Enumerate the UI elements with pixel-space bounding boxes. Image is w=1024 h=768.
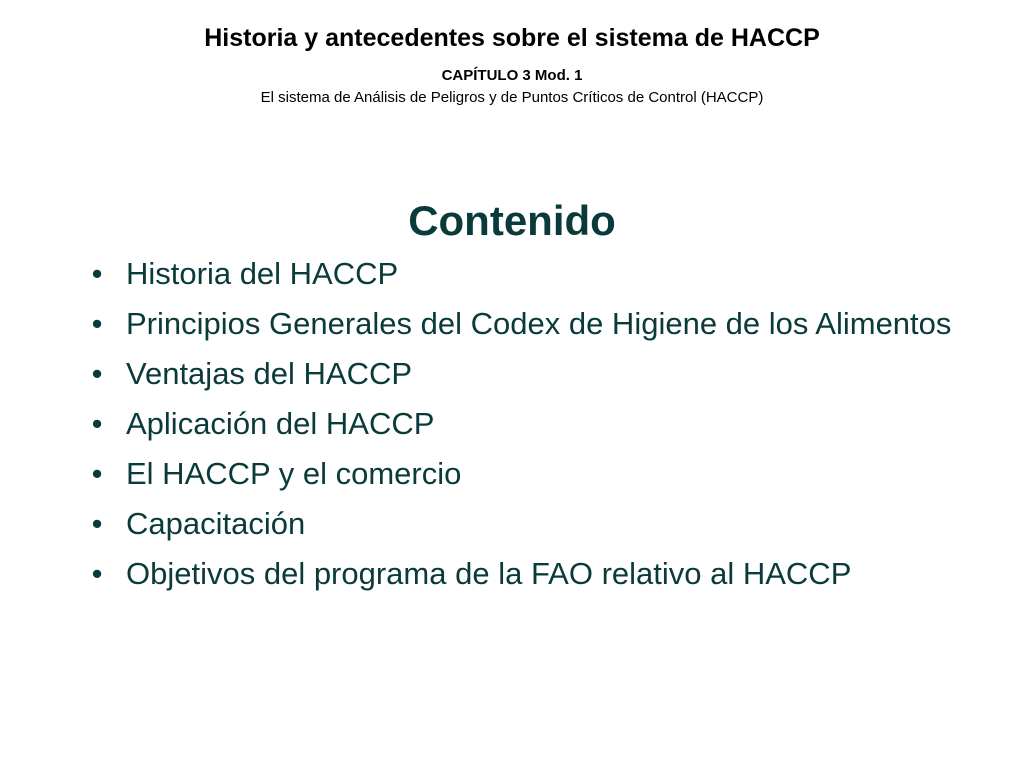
content-title: Contenido xyxy=(408,197,616,244)
bullet-label: Objetivos del programa de la FAO relativo al HACCP xyxy=(126,556,852,591)
bullet-icon: • xyxy=(91,356,103,391)
bullet-label: Capacitación xyxy=(126,506,306,541)
bullet-icon: • xyxy=(91,456,103,491)
content-bullet-list xyxy=(82,254,982,604)
bullet-icon: • xyxy=(91,506,103,541)
bullet-item-objetivos xyxy=(82,554,982,594)
bullet-item-ventajas xyxy=(82,354,982,394)
bullet-icon: • xyxy=(91,556,103,591)
chapter-subtitle: El sistema de Análisis de Peligros y de Puntos Críticos de Control (HACCP) xyxy=(260,89,764,106)
bullet-icon: • xyxy=(91,306,103,341)
bullet-label: Ventajas del HACCP xyxy=(126,356,413,391)
bullet-item-comercio xyxy=(82,454,982,494)
chapter-label: CAPÍTULO 3 Mod. 1 xyxy=(441,67,583,84)
slide-header xyxy=(0,20,1024,108)
bullet-icon: • xyxy=(91,256,103,291)
bullet-icon: • xyxy=(91,406,103,441)
bullet-label: Principios Generales del Codex de Higiene de los Alimentos xyxy=(126,306,952,341)
bullet-item-aplicacion xyxy=(82,404,982,444)
bullet-label: El HACCP y el comercio xyxy=(126,456,462,491)
bullet-item-historia xyxy=(82,254,982,294)
bullet-item-principios xyxy=(82,304,982,344)
bullet-label: Historia del HACCP xyxy=(126,256,399,291)
bullet-item-capacitacion xyxy=(82,504,982,544)
header-title: Historia y antecedentes sobre el sistema de HACCP xyxy=(204,24,820,52)
bullet-label: Aplicación del HACCP xyxy=(126,406,435,441)
